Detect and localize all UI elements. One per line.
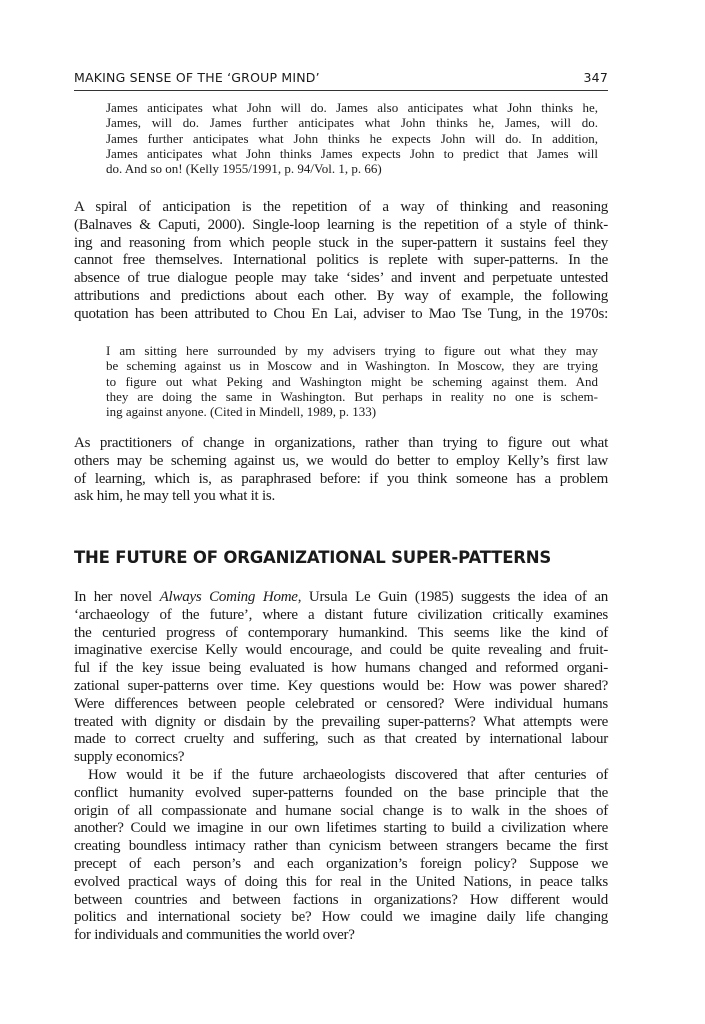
text-line: to figure out what Peking and Washington might be scheming against them. And [106, 373, 598, 389]
section-heading: THE FUTURE OF ORGANIZATIONAL SUPER-PATTERNS [74, 548, 552, 567]
text-line: made to correct cruelty and suffering, such as that created by international labour [74, 731, 608, 748]
text-line: evolved practical ways of doing this for real in the United Nations, in peace talks [74, 873, 608, 890]
text-line: zational super-patterns over time. Key questions would be: How was power shared? [74, 677, 608, 694]
running-head [74, 70, 608, 86]
running-head-title: MAKING SENSE OF THE ‘GROUP MIND’ [74, 70, 320, 85]
text-line: How would it be if the future archaeologists discovered that after centuries of [88, 766, 608, 783]
text-line: James anticipates what John thinks James expects John to predict that James will [106, 145, 598, 161]
text-line: supply economics? [74, 749, 185, 766]
text-line: attributions and predictions about each other. By way of example, the following [74, 287, 608, 304]
book-title: Always Coming Home [159, 589, 298, 605]
text-line: the centuried progress of contemporary humankind. This seems like the kind of [74, 624, 608, 641]
text-line: quotation has been attributed to Chou En Lai, adviser to Mao Tse Tung, in the 1970s: [74, 305, 608, 322]
text-line: ing and reasoning from which people stuck in the super-pattern it sustains feel they [74, 234, 608, 251]
text-line: do. And so on! (Kelly 1955/1991, p. 94/Vol. 1, p. 66) [106, 161, 382, 177]
text-line [74, 589, 608, 607]
text-segment: , Ursula Le Guin (1985) suggests the idea of an [297, 589, 608, 605]
text-line: James, will do. James further anticipates what John thinks he, James, will do. [106, 115, 598, 131]
paragraph-future [74, 589, 608, 945]
text-line: A spiral of anticipation is the repetition of a way of thinking and reasoning [74, 199, 608, 215]
text-line: ‘archaeology of the future’, where a distant future civilization critically examines [74, 606, 608, 623]
text-line: conflict humanity evolved super-patterns founded on the base principle that the [74, 784, 608, 801]
text-line: (Balnaves & Caputi, 2000). Single-loop learning is the repetition of a style of think- [74, 216, 608, 233]
text-line: As practitioners of change in organizations, rather than trying to figure out what [74, 435, 608, 451]
text-line: James further anticipates what John thinks he expects John will do. In addition, [106, 130, 598, 146]
text-line: creating boundless intimacy rather than cynicism between strangers became the first [74, 838, 608, 855]
text-line: origin of all compassionate and humane social change is to walk in the shoes of [74, 802, 608, 819]
text-line: ful if the key issue being evaluated is how humans changed and reformed organi- [74, 660, 608, 677]
text-line: Were differences between people celebrated or censored? Were individual humans [74, 695, 608, 712]
text-line: others may be scheming against us, we would do better to employ Kelly’s first law [74, 452, 608, 469]
text-line: be scheming against us in Moscow and in Washington. In Moscow, they are trying [106, 358, 598, 374]
text-line: politics and international society be? How could we imagine daily life changing [74, 909, 608, 926]
text-line: ask him, he may tell you what it is. [74, 488, 275, 505]
text-line: they are doing the same in Washington. But perhaps in reality no one is schem- [106, 388, 598, 404]
text-segment: In her novel [74, 589, 160, 605]
text-line: for individuals and communities the world over? [74, 927, 355, 944]
text-line: another? Could we imagine in our own lifetimes starting to build a civilization where [74, 820, 608, 837]
text-line: cannot free themselves. International politics is replete with super-patterns. In the [74, 252, 608, 269]
text-line: treated with dignity or disdain by the prevailing super-patterns? What attempts were [74, 713, 608, 730]
text-line: absence of true dialogue people may take ‘sides’ and invent and perpetuate untested [74, 270, 608, 287]
text-line: of learning, which is, as paraphrased before: if you think someone has a problem [74, 470, 608, 487]
text-line: James anticipates what John will do. James also anticipates what John thinks he, [106, 100, 598, 115]
paragraph-practitioners [74, 435, 608, 506]
page-number: 347 [583, 70, 608, 85]
text-line: imaginative exercise Kelly would encourage, and could be quite revealing and fruit- [74, 642, 608, 659]
block-quote-kelly [106, 100, 598, 176]
header-rule [74, 90, 608, 91]
text-line: precept of each person’s and each organization’s foreign policy? Suppose we [74, 855, 608, 872]
paragraph-spiral [74, 199, 608, 324]
block-quote-chou-en-lai [106, 343, 598, 419]
text-line: ing against anyone. (Cited in Mindell, 1989, p. 133) [106, 404, 377, 420]
text-line: between countries and between factions in organizations? How different would [74, 891, 608, 908]
text-line: I am sitting here surrounded by my advisers trying to figure out what they may [106, 343, 598, 358]
